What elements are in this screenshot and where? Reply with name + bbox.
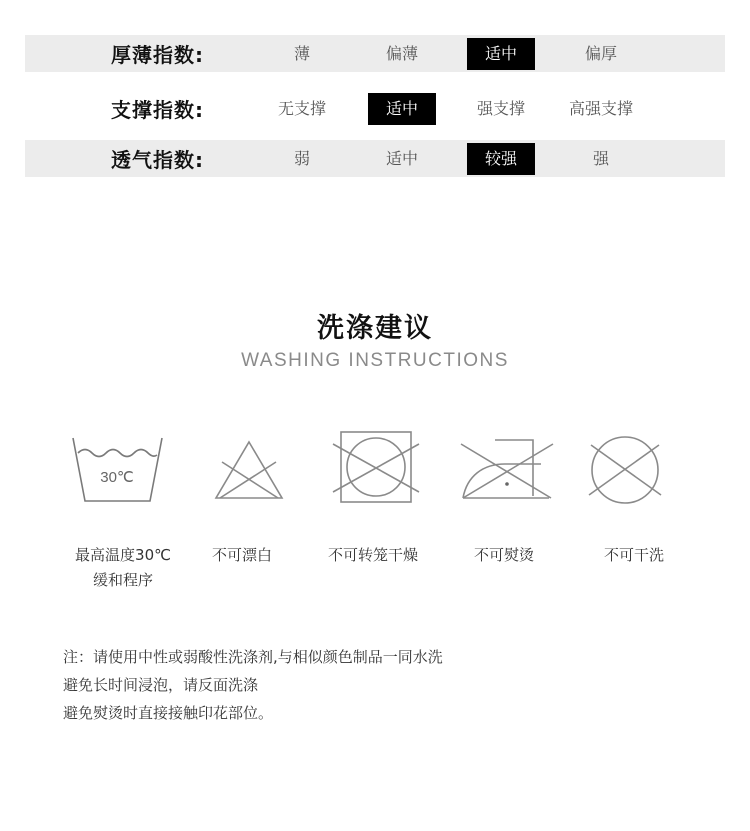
washing-section-subtitle: WASHING INSTRUCTIONS <box>241 350 509 371</box>
thickness-index-title: 厚薄指数: <box>111 43 204 67</box>
breathability-option-strong[interactable]: 强 <box>592 148 610 168</box>
support-index-title: 支撑指数: <box>111 98 204 122</box>
wash-basin-30-icon <box>70 433 165 508</box>
no-bleach-caption: 不可漂白 <box>211 546 272 564</box>
care-note-1: 注：请使用中性或弱酸性洗涤剂,与相似颜色制品一同水洗 <box>63 648 443 666</box>
wash-caption-line1: 最高温度30℃ <box>75 546 171 564</box>
wash-caption <box>62 543 184 593</box>
thickness-option-slightly-thin[interactable]: 偏薄 <box>385 43 419 63</box>
no-tumble-dry-caption: 不可转笼干燥 <box>327 546 418 564</box>
wash-caption-line2: 缓和程序 <box>92 571 153 589</box>
no-iron-icon <box>457 432 557 504</box>
thickness-option-thin[interactable]: 薄 <box>293 43 311 63</box>
no-iron-caption: 不可熨烫 <box>473 546 534 564</box>
no-bleach-icon <box>212 438 286 502</box>
breathability-option-weak[interactable]: 弱 <box>293 148 311 168</box>
support-option-very-strong[interactable]: 高强支撑 <box>568 98 634 118</box>
no-dry-clean-icon <box>585 433 665 507</box>
care-note-2: 避免长时间浸泡，请反面洗涤 <box>63 676 259 694</box>
thickness-option-slightly-thick[interactable]: 偏厚 <box>584 43 618 63</box>
support-index-row <box>25 90 725 127</box>
breathability-index-title: 透气指数: <box>111 148 204 172</box>
support-option-strong[interactable]: 强支撑 <box>476 98 526 118</box>
wash-temp-label: 30℃ <box>100 469 134 486</box>
breathability-option-medium[interactable]: 适中 <box>385 148 419 168</box>
care-notes <box>63 643 443 727</box>
breathability-index-row <box>25 140 725 177</box>
breathability-option-fairly-strong-selected[interactable]: 较强 <box>467 143 535 175</box>
no-dry-clean-caption: 不可干洗 <box>603 546 664 564</box>
support-option-medium-selected[interactable]: 适中 <box>368 93 436 125</box>
washing-section-title: 洗涤建议 <box>317 313 433 344</box>
support-option-none[interactable]: 无支撑 <box>277 98 327 118</box>
no-tumble-dry-icon <box>331 430 421 504</box>
thickness-index-row <box>25 35 725 72</box>
thickness-option-medium-selected[interactable]: 适中 <box>467 38 535 70</box>
care-note-3: 避免熨烫时直接接触印花部位。 <box>63 704 274 722</box>
